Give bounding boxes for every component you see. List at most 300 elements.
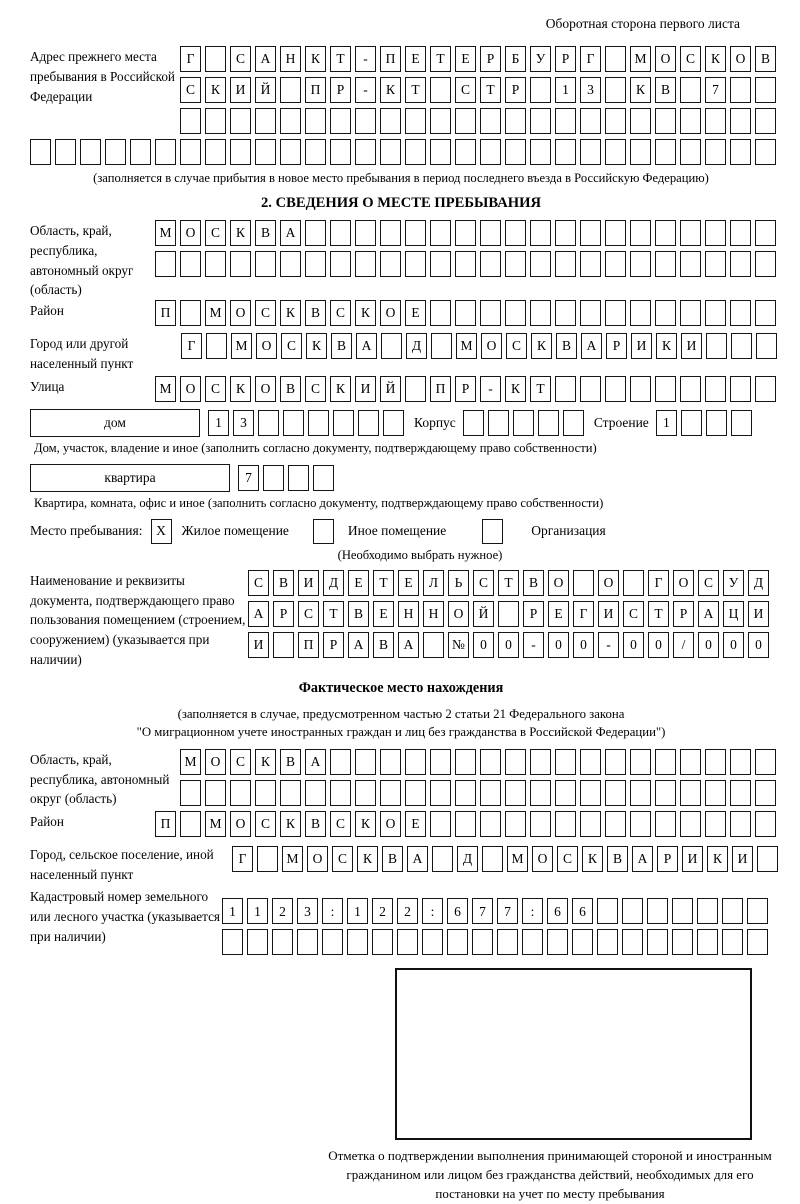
char-cell[interactable] — [706, 410, 727, 436]
char-cell[interactable]: 0 — [548, 632, 569, 658]
char-cell[interactable]: 6 — [547, 898, 568, 924]
char-cell[interactable]: 6 — [572, 898, 593, 924]
organization-checkbox[interactable] — [482, 519, 503, 544]
char-cell[interactable]: Р — [480, 46, 501, 72]
char-cell[interactable] — [455, 749, 476, 775]
char-cell[interactable] — [380, 108, 401, 134]
char-cell[interactable]: И — [248, 632, 269, 658]
char-cell[interactable] — [372, 929, 393, 955]
char-cell[interactable] — [655, 108, 676, 134]
char-cell[interactable]: О — [655, 46, 676, 72]
char-cell[interactable] — [380, 780, 401, 806]
char-cell[interactable] — [180, 139, 201, 165]
char-cell[interactable]: А — [698, 601, 719, 627]
char-cell[interactable] — [355, 108, 376, 134]
char-cell[interactable]: К — [582, 846, 603, 872]
char-cell[interactable] — [630, 139, 651, 165]
char-cell[interactable]: О — [230, 300, 251, 326]
char-cell[interactable] — [430, 811, 451, 837]
char-cell[interactable] — [482, 846, 503, 872]
char-cell[interactable] — [730, 108, 751, 134]
char-cell[interactable] — [680, 780, 701, 806]
char-cell[interactable] — [555, 811, 576, 837]
char-cell[interactable] — [381, 333, 402, 359]
char-cell[interactable]: О — [180, 220, 201, 246]
char-cell[interactable] — [405, 139, 426, 165]
char-cell[interactable] — [655, 251, 676, 277]
char-cell[interactable] — [630, 220, 651, 246]
char-cell[interactable]: К — [305, 46, 326, 72]
char-cell[interactable] — [205, 780, 226, 806]
char-cell[interactable] — [697, 898, 718, 924]
char-cell[interactable] — [672, 898, 693, 924]
char-cell[interactable] — [580, 108, 601, 134]
char-cell[interactable] — [305, 220, 326, 246]
char-cell[interactable]: С — [298, 601, 319, 627]
char-cell[interactable] — [305, 139, 326, 165]
char-cell[interactable] — [322, 929, 343, 955]
char-cell[interactable] — [383, 410, 404, 436]
char-cell[interactable] — [630, 300, 651, 326]
char-cell[interactable] — [705, 811, 726, 837]
char-cell[interactable] — [273, 632, 294, 658]
char-cell[interactable]: С — [332, 846, 353, 872]
char-cell[interactable] — [455, 108, 476, 134]
char-cell[interactable]: Е — [455, 46, 476, 72]
char-cell[interactable] — [430, 300, 451, 326]
char-cell[interactable]: М — [282, 846, 303, 872]
char-cell[interactable] — [755, 749, 776, 775]
char-cell[interactable]: К — [280, 300, 301, 326]
char-cell[interactable]: - — [523, 632, 544, 658]
char-cell[interactable] — [480, 139, 501, 165]
char-cell[interactable]: Т — [405, 77, 426, 103]
char-cell[interactable] — [680, 300, 701, 326]
char-cell[interactable] — [522, 929, 543, 955]
char-cell[interactable]: 2 — [272, 898, 293, 924]
char-cell[interactable]: С — [330, 811, 351, 837]
char-cell[interactable] — [731, 410, 752, 436]
char-cell[interactable] — [255, 139, 276, 165]
char-cell[interactable]: - — [598, 632, 619, 658]
char-cell[interactable] — [655, 376, 676, 402]
char-cell[interactable]: О — [180, 376, 201, 402]
char-cell[interactable] — [280, 139, 301, 165]
char-cell[interactable] — [380, 251, 401, 277]
char-cell[interactable] — [672, 929, 693, 955]
char-cell[interactable] — [230, 139, 251, 165]
char-cell[interactable] — [580, 139, 601, 165]
char-cell[interactable]: 0 — [723, 632, 744, 658]
char-cell[interactable]: Г — [648, 570, 669, 596]
char-cell[interactable]: О — [481, 333, 502, 359]
char-cell[interactable]: А — [248, 601, 269, 627]
char-cell[interactable] — [105, 139, 126, 165]
char-cell[interactable] — [258, 410, 279, 436]
char-cell[interactable]: Т — [480, 77, 501, 103]
char-cell[interactable] — [447, 929, 468, 955]
char-cell[interactable]: Ц — [723, 601, 744, 627]
char-cell[interactable] — [405, 220, 426, 246]
char-cell[interactable]: Д — [457, 846, 478, 872]
char-cell[interactable] — [480, 780, 501, 806]
char-cell[interactable]: Е — [548, 601, 569, 627]
char-cell[interactable]: П — [155, 811, 176, 837]
char-cell[interactable] — [680, 220, 701, 246]
char-cell[interactable]: - — [480, 376, 501, 402]
char-cell[interactable] — [430, 780, 451, 806]
char-cell[interactable] — [747, 898, 768, 924]
char-cell[interactable]: 6 — [447, 898, 468, 924]
char-cell[interactable] — [205, 46, 226, 72]
char-cell[interactable] — [380, 139, 401, 165]
char-cell[interactable]: В — [523, 570, 544, 596]
char-cell[interactable]: Р — [505, 77, 526, 103]
char-cell[interactable]: И — [598, 601, 619, 627]
char-cell[interactable] — [547, 929, 568, 955]
char-cell[interactable]: А — [407, 846, 428, 872]
char-cell[interactable] — [255, 251, 276, 277]
char-cell[interactable] — [530, 811, 551, 837]
char-cell[interactable]: В — [348, 601, 369, 627]
char-cell[interactable] — [705, 251, 726, 277]
char-cell[interactable] — [755, 139, 776, 165]
char-cell[interactable] — [505, 300, 526, 326]
char-cell[interactable] — [405, 376, 426, 402]
char-cell[interactable]: Е — [405, 300, 426, 326]
char-cell[interactable] — [455, 811, 476, 837]
char-cell[interactable]: О — [256, 333, 277, 359]
char-cell[interactable]: К — [330, 376, 351, 402]
char-cell[interactable]: Р — [523, 601, 544, 627]
char-cell[interactable]: О — [598, 570, 619, 596]
char-cell[interactable] — [280, 780, 301, 806]
char-cell[interactable]: 0 — [623, 632, 644, 658]
char-cell[interactable]: Й — [473, 601, 494, 627]
char-cell[interactable]: М — [205, 300, 226, 326]
char-cell[interactable] — [730, 220, 751, 246]
char-cell[interactable] — [80, 139, 101, 165]
char-cell[interactable] — [480, 220, 501, 246]
char-cell[interactable] — [757, 846, 778, 872]
char-cell[interactable] — [555, 220, 576, 246]
char-cell[interactable]: С — [506, 333, 527, 359]
char-cell[interactable]: У — [723, 570, 744, 596]
char-cell[interactable] — [705, 749, 726, 775]
char-cell[interactable]: У — [530, 46, 551, 72]
char-cell[interactable] — [731, 333, 752, 359]
char-cell[interactable]: К — [205, 77, 226, 103]
char-cell[interactable]: И — [355, 376, 376, 402]
char-cell[interactable] — [605, 376, 626, 402]
char-cell[interactable]: К — [505, 376, 526, 402]
char-cell[interactable] — [330, 780, 351, 806]
char-cell[interactable] — [272, 929, 293, 955]
char-cell[interactable]: Т — [430, 46, 451, 72]
char-cell[interactable]: Т — [498, 570, 519, 596]
char-cell[interactable]: О — [730, 46, 751, 72]
char-cell[interactable]: П — [380, 46, 401, 72]
char-cell[interactable]: М — [205, 811, 226, 837]
char-cell[interactable] — [622, 898, 643, 924]
char-cell[interactable] — [505, 251, 526, 277]
char-cell[interactable] — [647, 898, 668, 924]
char-cell[interactable] — [630, 251, 651, 277]
char-cell[interactable] — [605, 77, 626, 103]
char-cell[interactable] — [580, 749, 601, 775]
char-cell[interactable]: Г — [573, 601, 594, 627]
char-cell[interactable] — [706, 333, 727, 359]
char-cell[interactable] — [580, 220, 601, 246]
char-cell[interactable] — [756, 333, 777, 359]
char-cell[interactable] — [755, 780, 776, 806]
char-cell[interactable] — [505, 780, 526, 806]
char-cell[interactable]: 7 — [705, 77, 726, 103]
char-cell[interactable] — [623, 570, 644, 596]
char-cell[interactable] — [480, 108, 501, 134]
char-cell[interactable] — [423, 632, 444, 658]
char-cell[interactable]: Г — [181, 333, 202, 359]
char-cell[interactable] — [497, 929, 518, 955]
char-cell[interactable]: 1 — [555, 77, 576, 103]
char-cell[interactable] — [455, 220, 476, 246]
char-cell[interactable] — [330, 108, 351, 134]
char-cell[interactable]: К — [230, 220, 251, 246]
char-cell[interactable] — [580, 376, 601, 402]
char-cell[interactable] — [280, 251, 301, 277]
char-cell[interactable]: О — [230, 811, 251, 837]
char-cell[interactable] — [333, 410, 354, 436]
char-cell[interactable] — [308, 410, 329, 436]
char-cell[interactable]: К — [705, 46, 726, 72]
char-cell[interactable] — [680, 139, 701, 165]
char-cell[interactable] — [355, 251, 376, 277]
char-cell[interactable]: И — [682, 846, 703, 872]
char-cell[interactable]: Н — [398, 601, 419, 627]
char-cell[interactable] — [432, 846, 453, 872]
char-cell[interactable]: В — [305, 300, 326, 326]
char-cell[interactable]: 7 — [238, 465, 259, 491]
char-cell[interactable] — [155, 251, 176, 277]
char-cell[interactable] — [397, 929, 418, 955]
char-cell[interactable] — [422, 929, 443, 955]
char-cell[interactable] — [572, 929, 593, 955]
char-cell[interactable]: Н — [423, 601, 444, 627]
char-cell[interactable] — [130, 139, 151, 165]
char-cell[interactable]: Л — [423, 570, 444, 596]
char-cell[interactable] — [480, 749, 501, 775]
char-cell[interactable] — [255, 780, 276, 806]
char-cell[interactable]: П — [155, 300, 176, 326]
char-cell[interactable]: 1 — [208, 410, 229, 436]
char-cell[interactable]: П — [430, 376, 451, 402]
char-cell[interactable] — [655, 749, 676, 775]
char-cell[interactable] — [555, 780, 576, 806]
char-cell[interactable] — [472, 929, 493, 955]
char-cell[interactable] — [530, 300, 551, 326]
char-cell[interactable]: К — [306, 333, 327, 359]
char-cell[interactable]: Р — [455, 376, 476, 402]
char-cell[interactable]: О — [532, 846, 553, 872]
char-cell[interactable] — [705, 300, 726, 326]
char-cell[interactable]: М — [231, 333, 252, 359]
char-cell[interactable]: Т — [530, 376, 551, 402]
char-cell[interactable] — [680, 108, 701, 134]
char-cell[interactable]: А — [255, 46, 276, 72]
char-cell[interactable] — [405, 251, 426, 277]
char-cell[interactable] — [555, 376, 576, 402]
char-cell[interactable] — [230, 251, 251, 277]
char-cell[interactable]: И — [732, 846, 753, 872]
char-cell[interactable]: 0 — [648, 632, 669, 658]
char-cell[interactable]: Р — [606, 333, 627, 359]
char-cell[interactable] — [647, 929, 668, 955]
char-cell[interactable]: Б — [505, 46, 526, 72]
char-cell[interactable] — [330, 220, 351, 246]
char-cell[interactable] — [755, 376, 776, 402]
char-cell[interactable]: 3 — [580, 77, 601, 103]
char-cell[interactable] — [755, 108, 776, 134]
char-cell[interactable] — [347, 929, 368, 955]
char-cell[interactable] — [705, 139, 726, 165]
char-cell[interactable]: Р — [273, 601, 294, 627]
char-cell[interactable] — [730, 811, 751, 837]
char-cell[interactable]: М — [630, 46, 651, 72]
char-cell[interactable]: О — [380, 811, 401, 837]
char-cell[interactable] — [530, 77, 551, 103]
char-cell[interactable] — [722, 898, 743, 924]
char-cell[interactable] — [180, 108, 201, 134]
char-cell[interactable]: С — [255, 811, 276, 837]
char-cell[interactable] — [405, 780, 426, 806]
char-cell[interactable]: М — [155, 376, 176, 402]
char-cell[interactable]: М — [507, 846, 528, 872]
char-cell[interactable] — [655, 220, 676, 246]
char-cell[interactable]: О — [673, 570, 694, 596]
char-cell[interactable] — [530, 108, 551, 134]
char-cell[interactable] — [480, 300, 501, 326]
char-cell[interactable]: П — [298, 632, 319, 658]
char-cell[interactable] — [430, 749, 451, 775]
char-cell[interactable] — [205, 108, 226, 134]
char-cell[interactable]: / — [673, 632, 694, 658]
char-cell[interactable] — [313, 465, 334, 491]
char-cell[interactable]: 0 — [473, 632, 494, 658]
char-cell[interactable]: К — [230, 376, 251, 402]
char-cell[interactable]: А — [348, 632, 369, 658]
char-cell[interactable] — [605, 46, 626, 72]
char-cell[interactable] — [655, 811, 676, 837]
char-cell[interactable]: М — [456, 333, 477, 359]
char-cell[interactable] — [180, 780, 201, 806]
char-cell[interactable]: С — [205, 376, 226, 402]
char-cell[interactable]: : — [322, 898, 343, 924]
char-cell[interactable]: 0 — [498, 632, 519, 658]
char-cell[interactable] — [355, 220, 376, 246]
char-cell[interactable]: О — [255, 376, 276, 402]
char-cell[interactable]: Т — [330, 46, 351, 72]
char-cell[interactable]: Е — [398, 570, 419, 596]
char-cell[interactable] — [730, 300, 751, 326]
char-cell[interactable]: О — [380, 300, 401, 326]
char-cell[interactable] — [755, 251, 776, 277]
char-cell[interactable]: И — [631, 333, 652, 359]
char-cell[interactable] — [247, 929, 268, 955]
char-cell[interactable] — [722, 929, 743, 955]
char-cell[interactable] — [530, 220, 551, 246]
char-cell[interactable] — [755, 77, 776, 103]
char-cell[interactable] — [305, 251, 326, 277]
char-cell[interactable] — [655, 300, 676, 326]
char-cell[interactable]: К — [707, 846, 728, 872]
char-cell[interactable] — [755, 300, 776, 326]
char-cell[interactable] — [573, 570, 594, 596]
char-cell[interactable] — [555, 300, 576, 326]
char-cell[interactable] — [505, 108, 526, 134]
char-cell[interactable] — [630, 749, 651, 775]
char-cell[interactable] — [505, 749, 526, 775]
char-cell[interactable] — [555, 251, 576, 277]
char-cell[interactable]: В — [755, 46, 776, 72]
char-cell[interactable] — [580, 300, 601, 326]
char-cell[interactable] — [705, 220, 726, 246]
char-cell[interactable]: 7 — [472, 898, 493, 924]
char-cell[interactable] — [430, 220, 451, 246]
char-cell[interactable] — [205, 251, 226, 277]
char-cell[interactable] — [555, 749, 576, 775]
char-cell[interactable]: О — [448, 601, 469, 627]
char-cell[interactable]: С — [255, 300, 276, 326]
char-cell[interactable] — [505, 811, 526, 837]
char-cell[interactable]: С — [455, 77, 476, 103]
char-cell[interactable]: 1 — [347, 898, 368, 924]
char-cell[interactable] — [488, 410, 509, 436]
char-cell[interactable] — [206, 333, 227, 359]
char-cell[interactable]: В — [556, 333, 577, 359]
char-cell[interactable]: К — [531, 333, 552, 359]
char-cell[interactable] — [431, 333, 452, 359]
char-cell[interactable]: Д — [406, 333, 427, 359]
char-cell[interactable]: К — [355, 811, 376, 837]
char-cell[interactable] — [680, 251, 701, 277]
char-cell[interactable] — [480, 251, 501, 277]
char-cell[interactable] — [180, 811, 201, 837]
char-cell[interactable] — [280, 108, 301, 134]
char-cell[interactable]: В — [607, 846, 628, 872]
char-cell[interactable]: Р — [330, 77, 351, 103]
char-cell[interactable] — [513, 410, 534, 436]
char-cell[interactable]: Т — [323, 601, 344, 627]
char-cell[interactable] — [755, 220, 776, 246]
char-cell[interactable] — [380, 749, 401, 775]
char-cell[interactable]: А — [632, 846, 653, 872]
char-cell[interactable] — [305, 108, 326, 134]
char-cell[interactable] — [498, 601, 519, 627]
char-cell[interactable] — [430, 77, 451, 103]
char-cell[interactable]: С — [330, 300, 351, 326]
char-cell[interactable]: 3 — [297, 898, 318, 924]
char-cell[interactable]: 0 — [573, 632, 594, 658]
char-cell[interactable] — [655, 780, 676, 806]
char-cell[interactable] — [405, 108, 426, 134]
char-cell[interactable] — [580, 811, 601, 837]
char-cell[interactable] — [730, 139, 751, 165]
char-cell[interactable]: О — [307, 846, 328, 872]
char-cell[interactable]: К — [656, 333, 677, 359]
char-cell[interactable] — [630, 376, 651, 402]
char-cell[interactable]: 7 — [497, 898, 518, 924]
char-cell[interactable] — [180, 300, 201, 326]
